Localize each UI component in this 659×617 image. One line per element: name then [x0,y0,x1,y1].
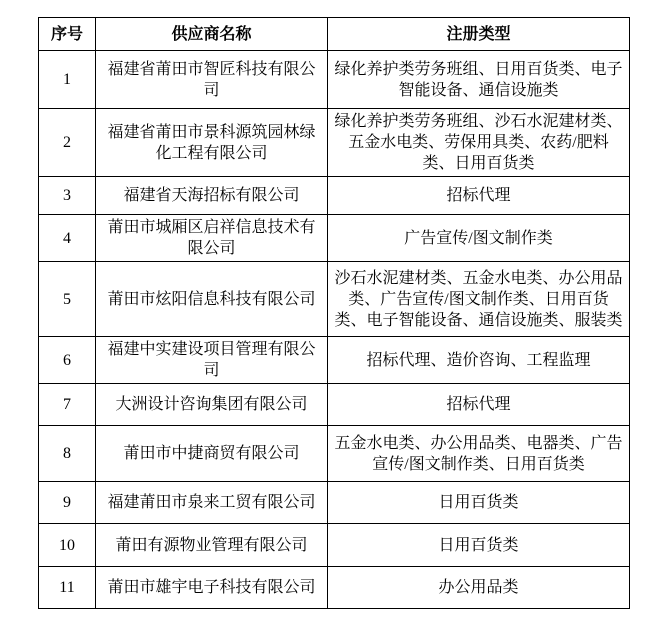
supplier-name-cell: 莆田市炫阳信息科技有限公司 [96,262,328,337]
header-seq: 序号 [39,18,96,51]
supplier-name-cell: 福建省天海招标有限公司 [96,177,328,215]
supplier-name-cell: 大洲设计咨询集团有限公司 [96,384,328,426]
seq-cell: 3 [39,177,96,215]
seq-cell: 4 [39,215,96,262]
table-row [39,177,630,215]
table-row [39,426,630,482]
table-row [39,482,630,524]
header-registration-type: 注册类型 [328,18,630,51]
registration-type-cell: 绿化养护类劳务班组、日用百货类、电子智能设备、通信设施类 [328,51,630,109]
supplier-name-cell: 莆田市城厢区启祥信息技术有限公司 [96,215,328,262]
seq-cell: 2 [39,109,96,177]
supplier-name-cell: 福建省莆田市景科源筑园林绿化工程有限公司 [96,109,328,177]
seq-cell: 1 [39,51,96,109]
registration-type-cell: 办公用品类 [328,567,630,609]
seq-cell: 8 [39,426,96,482]
table-row [39,524,630,567]
registration-type-cell: 招标代理、造价咨询、工程监理 [328,337,630,384]
registration-type-cell: 沙石水泥建材类、五金水电类、办公用品类、广告宣传/图文制作类、日用百货类、电子智能设备、通信设施类、服装类 [328,262,630,337]
table-row [39,262,630,337]
supplier-name-cell: 莆田市雄宇电子科技有限公司 [96,567,328,609]
registration-type-cell: 五金水电类、办公用品类、电器类、广告宣传/图文制作类、日用百货类 [328,426,630,482]
supplier-name-cell: 莆田市中捷商贸有限公司 [96,426,328,482]
seq-cell: 9 [39,482,96,524]
seq-cell: 7 [39,384,96,426]
registration-type-cell: 广告宣传/图文制作类 [328,215,630,262]
registration-type-cell: 绿化养护类劳务班组、沙石水泥建材类、五金水电类、劳保用具类、农药/肥料类、日用百货类 [328,109,630,177]
supplier-name-cell: 福建中实建设项目管理有限公司 [96,337,328,384]
table-row [39,109,630,177]
table-row [39,337,630,384]
supplier-name-cell: 莆田有源物业管理有限公司 [96,524,328,567]
seq-cell: 11 [39,567,96,609]
table-row [39,384,630,426]
supplier-name-cell: 福建省莆田市智匠科技有限公司 [96,51,328,109]
header-row [39,18,630,51]
registration-type-cell: 日用百货类 [328,524,630,567]
seq-cell: 5 [39,262,96,337]
registration-type-cell: 招标代理 [328,384,630,426]
supplier-table [38,17,630,609]
table-row [39,51,630,109]
table-row [39,215,630,262]
supplier-name-cell: 福建莆田市泉来工贸有限公司 [96,482,328,524]
registration-type-cell: 招标代理 [328,177,630,215]
table-row [39,567,630,609]
registration-type-cell: 日用百货类 [328,482,630,524]
seq-cell: 10 [39,524,96,567]
header-supplier-name: 供应商名称 [96,18,328,51]
seq-cell: 6 [39,337,96,384]
supplier-table-body [39,51,630,609]
